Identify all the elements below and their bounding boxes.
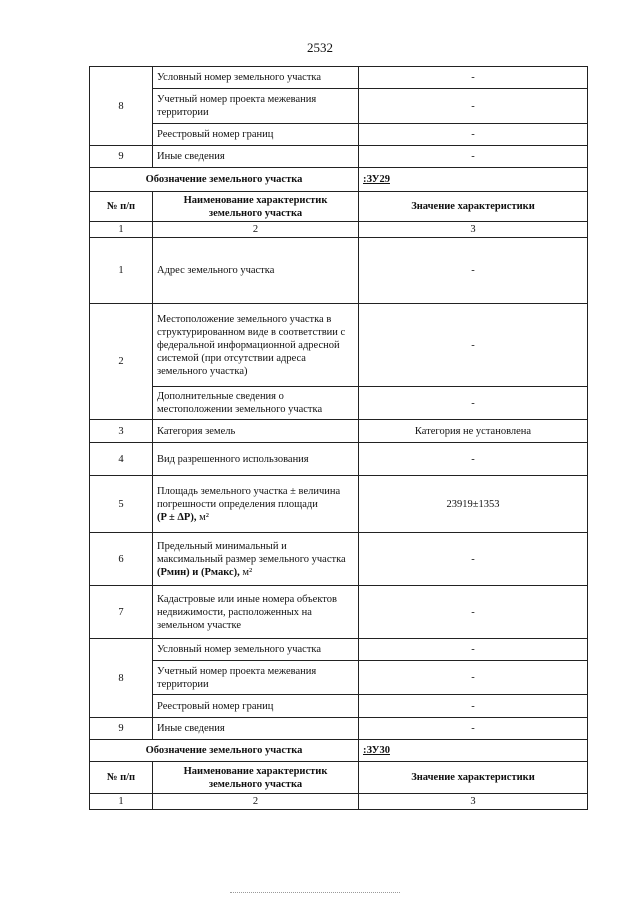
column-header-number: № п/п <box>90 192 153 222</box>
unit-label: м² <box>196 511 209 523</box>
characteristic-value: - <box>359 718 588 740</box>
scan-artifact-line <box>230 892 400 893</box>
table-row <box>90 146 588 168</box>
characteristic-name <box>153 533 359 586</box>
column-number: 3 <box>359 794 588 810</box>
row-number: 1 <box>90 238 153 304</box>
characteristic-value: - <box>359 67 588 89</box>
table-row <box>90 639 588 661</box>
characteristic-name: Реестровый номер границ <box>153 124 359 146</box>
table-row <box>90 67 588 89</box>
column-number-row <box>90 794 588 810</box>
table-row <box>90 420 588 443</box>
characteristic-name: Кадастровые или иные номера объектов недвижимости, расположенных на земельном участке <box>153 586 359 639</box>
characteristic-value: - <box>359 304 588 387</box>
characteristic-value: - <box>359 533 588 586</box>
area-symbol: (P ± ΔP), <box>157 511 197 523</box>
table-row <box>90 718 588 740</box>
row-number: 3 <box>90 420 153 443</box>
characteristic-value: - <box>359 639 588 661</box>
section-header-row <box>90 168 588 192</box>
column-header-row <box>90 192 588 222</box>
section-label: Обозначение земельного участка <box>90 168 359 192</box>
plot-code: :ЗУ30 <box>359 740 588 762</box>
characteristic-name: Условный номер земельного участка <box>153 639 359 661</box>
characteristic-name: Учетный номер проекта межевания территории <box>153 89 359 124</box>
column-number: 2 <box>153 222 359 238</box>
column-number: 1 <box>90 794 153 810</box>
table-row <box>90 661 588 695</box>
column-header-number: № п/п <box>90 762 153 794</box>
characteristic-value: - <box>359 586 588 639</box>
characteristic-name: Вид разрешенного использования <box>153 443 359 476</box>
characteristic-value: - <box>359 387 588 420</box>
row-number: 9 <box>90 718 153 740</box>
characteristic-name: Местоположение земельного участка в структурированном виде в соответствии с федеральной информационной адресной системой (при отсутствии адреса земельного участка) <box>153 304 359 387</box>
table-row <box>90 238 588 304</box>
characteristic-name: Условный номер земельного участка <box>153 67 359 89</box>
row-number: 9 <box>90 146 153 168</box>
characteristic-name: Категория земель <box>153 420 359 443</box>
characteristic-name <box>153 476 359 533</box>
characteristic-value: 23919±1353 <box>359 476 588 533</box>
table-row <box>90 533 588 586</box>
section-label: Обозначение земельного участка <box>90 740 359 762</box>
section-header-row <box>90 740 588 762</box>
table-row <box>90 387 588 420</box>
characteristic-value: - <box>359 238 588 304</box>
table-row <box>90 476 588 533</box>
row-number: 5 <box>90 476 153 533</box>
table-row <box>90 443 588 476</box>
land-plot-table <box>89 66 588 810</box>
row-number: 4 <box>90 443 153 476</box>
column-header-name: Наименование характеристик земельного участка <box>153 762 359 794</box>
characteristic-value: - <box>359 124 588 146</box>
column-number: 1 <box>90 222 153 238</box>
characteristic-value: Категория не установлена <box>359 420 588 443</box>
unit-label: м² <box>239 566 253 578</box>
column-number: 2 <box>153 794 359 810</box>
characteristic-name: Иные сведения <box>153 718 359 740</box>
column-number-row <box>90 222 588 238</box>
plot-code: :ЗУ29 <box>359 168 588 192</box>
column-header-value: Значение характеристики <box>359 762 588 794</box>
table-row <box>90 586 588 639</box>
row-number: 6 <box>90 533 153 586</box>
row-number: 8 <box>90 67 153 146</box>
table-row <box>90 304 588 387</box>
table-row <box>90 89 588 124</box>
characteristic-name-text: Площадь земельного участка ± величина погрешности определения площади <box>157 485 341 510</box>
characteristic-value: - <box>359 146 588 168</box>
column-header-value: Значение характеристики <box>359 192 588 222</box>
characteristic-name-text: Предельный минимальный и максимальный размер земельного участка <box>157 540 346 565</box>
page-number: 2532 <box>307 40 333 55</box>
characteristic-value: - <box>359 89 588 124</box>
characteristic-value: - <box>359 443 588 476</box>
characteristic-name: Дополнительные сведения о местоположении земельного участка <box>153 387 359 420</box>
characteristic-value: - <box>359 695 588 718</box>
column-number: 3 <box>359 222 588 238</box>
table-row <box>90 695 588 718</box>
table-row <box>90 124 588 146</box>
row-number: 2 <box>90 304 153 420</box>
characteristic-name: Учетный номер проекта межевания территории <box>153 661 359 695</box>
row-number: 8 <box>90 639 153 718</box>
characteristic-value: - <box>359 661 588 695</box>
size-symbol: (Pмин) и (Pмакс), <box>157 566 240 578</box>
column-header-row <box>90 762 588 794</box>
characteristic-name: Иные сведения <box>153 146 359 168</box>
characteristic-name: Адрес земельного участка <box>153 238 359 304</box>
characteristic-name: Реестровый номер границ <box>153 695 359 718</box>
row-number: 7 <box>90 586 153 639</box>
column-header-name: Наименование характеристик земельного участка <box>153 192 359 222</box>
